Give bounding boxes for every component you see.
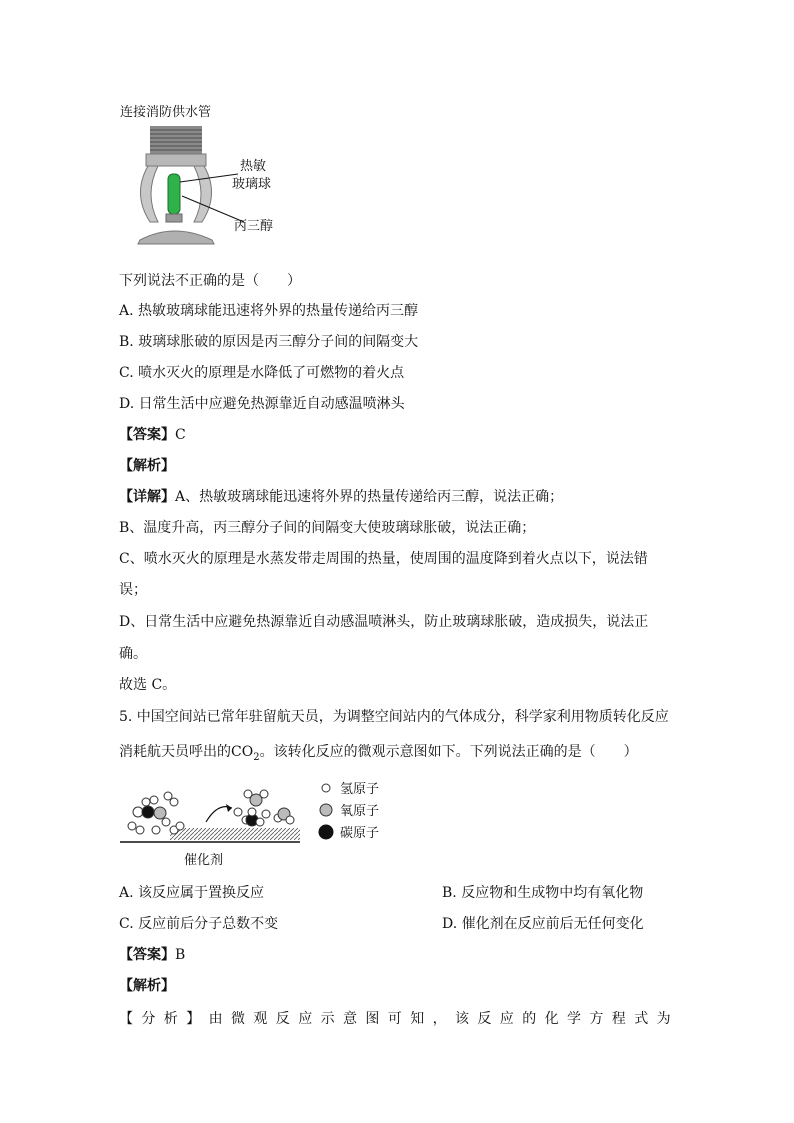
liquid-label: 丙三醇	[234, 219, 274, 234]
catalyst-surface	[170, 828, 300, 840]
pipe-label: 连接消防供水管	[120, 105, 212, 120]
q4-detail-line: B、温度升高，丙三醇分子间的间隔变大使玻璃球胀破，说法正确；	[119, 520, 536, 536]
bulb-label-line1: 热敏	[240, 159, 267, 174]
q4-option-c: C. 喷水灭火的原理是水降低了可燃物的着火点	[119, 365, 405, 381]
glass-bulb	[168, 174, 180, 214]
reaction-diagram	[118, 772, 398, 872]
answer-tag: 【答案】	[119, 947, 175, 963]
q5-option-a: A. 该反应属于置换反应	[119, 885, 265, 901]
q5-analysis-tag: 【解析】	[119, 978, 175, 994]
bulb-label-line2: 玻璃球	[232, 177, 272, 192]
q4-answer	[119, 426, 186, 444]
bulb-cap	[166, 214, 182, 222]
product-molecules	[234, 790, 294, 826]
legend-carbon: 碳原子	[340, 826, 380, 841]
co2-formula	[231, 744, 260, 763]
stem-text: 。该转化反应的微观示意图如下。下列说法正确的是（ ）	[259, 744, 638, 760]
answer-value: B	[175, 947, 186, 963]
q4-analysis-tag: 【解析】	[119, 458, 175, 474]
q5-option-d: D. 催化剂在反应前后无任何变化	[442, 916, 644, 932]
q4-detail-line: 误；	[119, 582, 147, 598]
oxygen-atom-icon	[320, 804, 332, 816]
q4-detail-line: 确。	[119, 646, 147, 662]
co2-subscript: 2	[253, 751, 260, 763]
q5-analysis-text: 【分析】由微观反应示意图可知，该反应的化学方程式为	[119, 1011, 679, 1027]
reactant-molecules	[128, 792, 184, 834]
detail-text: A、热敏玻璃球能迅速将外界的热量传递给丙三醇，说法正确；	[175, 489, 564, 505]
q4-option-d: D. 日常生活中应避免热源靠近自动感温喷淋头	[119, 396, 405, 412]
q4-detail-line: D、日常生活中应避免热源靠近自动感温喷淋头，防止玻璃球胀破，造成损失，说法正	[119, 614, 649, 630]
q5-stem-line1: 5. 中国空间站已常年驻留航天员，为调整空间站内的气体成分，科学家利用物质转化反应	[119, 709, 669, 725]
legend-oxygen: 氧原子	[340, 804, 380, 819]
carbon-atom-icon	[319, 825, 333, 839]
answer-value: C	[175, 427, 186, 443]
sprinkler-figure	[120, 104, 300, 252]
legend-hydrogen: 氢原子	[340, 782, 380, 797]
q5-answer	[119, 946, 185, 964]
q4-option-b: B. 玻璃球胀破的原因是丙三醇分子间的间隔变大	[119, 334, 419, 350]
frame-arms	[140, 166, 158, 222]
q4-option-a: A. 热敏玻璃球能迅速将外界的热量传递给丙三醇	[119, 303, 419, 319]
q5-stem-line2	[119, 743, 638, 767]
q4-detail-line: C、喷水灭火的原理是水蒸发带走周围的热量，使周围的温度降到着火点以下，说法错	[119, 551, 648, 567]
hex-body	[146, 154, 206, 166]
q5-option-c: C. 反应前后分子总数不变	[119, 916, 279, 932]
co2-main: CO	[231, 744, 254, 760]
q4-stem: 下列说法不正确的是（ ）	[119, 273, 301, 289]
q4-conclusion: 故选 C。	[119, 677, 177, 693]
stem-text: 消耗航天员呼出的	[119, 744, 231, 760]
legend	[319, 782, 379, 841]
q5-option-b: B. 反应物和生成物中均有氧化物	[442, 885, 644, 901]
hydrogen-atom-icon	[322, 784, 330, 792]
detail-tag: 【详解】	[119, 489, 175, 505]
deflector	[138, 231, 214, 244]
q4-detail-line	[119, 488, 563, 506]
answer-tag: 【答案】	[119, 427, 175, 443]
catalyst-label: 催化剂	[184, 853, 224, 868]
